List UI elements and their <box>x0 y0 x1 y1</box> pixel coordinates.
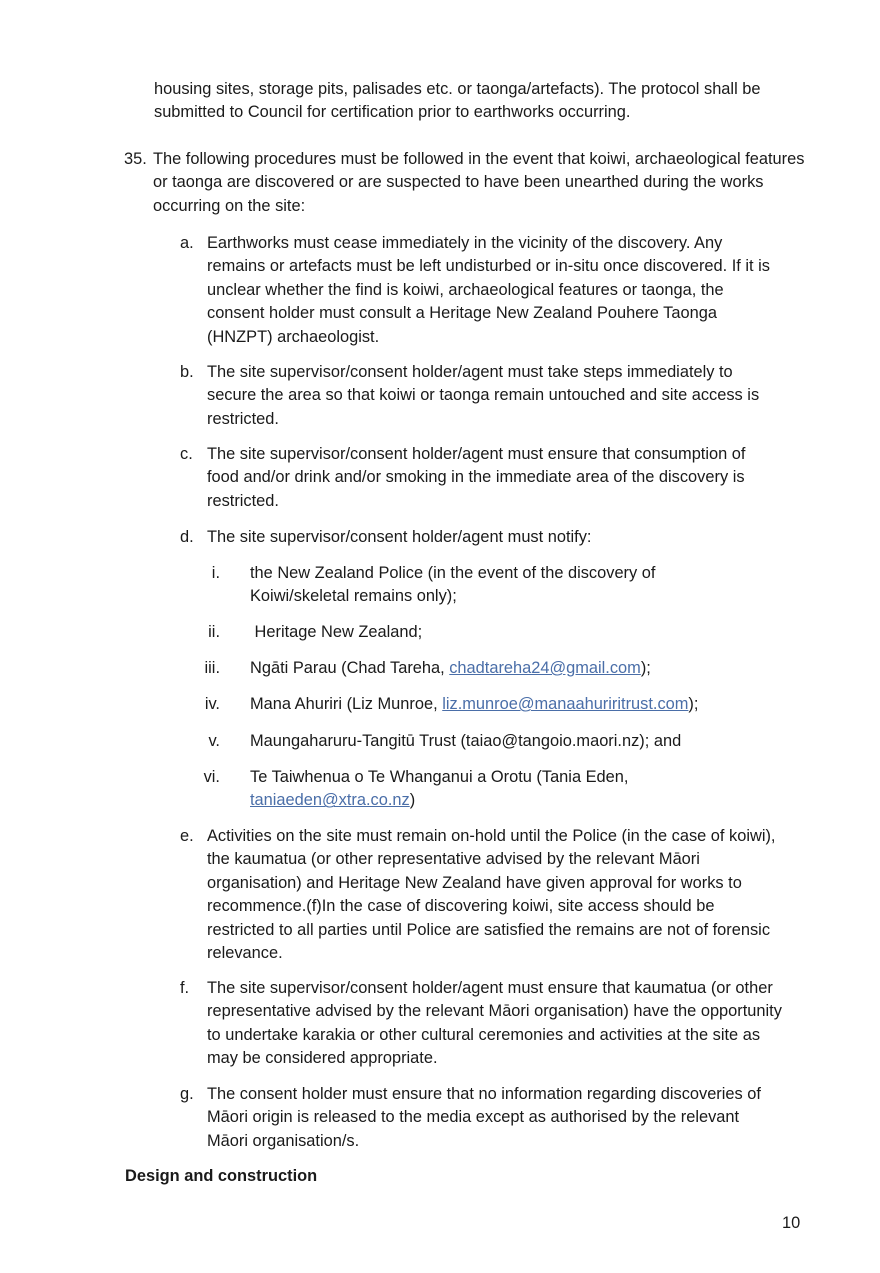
item-letter: e. <box>180 827 194 845</box>
sub-item-text <box>250 766 710 813</box>
sub-item-number: i. <box>211 564 220 582</box>
sub-item-v <box>180 730 800 753</box>
sub-item-ii <box>180 621 800 644</box>
sub-item-text <box>250 657 800 680</box>
item-letter: c. <box>180 445 193 463</box>
section-heading: Design and construction <box>125 1167 318 1185</box>
sub-item-text: the New Zealand Police (in the event of the discovery of Koiwi/skeletal remains only); <box>250 564 656 606</box>
list-item-g <box>180 1083 790 1153</box>
item-text: Earthworks must cease immediately in the vicinity of the discovery. Any remains or artefacts must be left undisturbed or in-situ once discovered. If it is unclear whether the find is koiwi, archaeological features or taonga, the consent holder must consult a Heritage New Zealand Pouhere Taonga (HNZPT) archaeologist. <box>207 234 770 346</box>
item-letter: d. <box>180 528 194 546</box>
item-text: The site supervisor/consent holder/agent must ensure that kaumatua (or other representative advised by the relevant Māori organisation) have the opportunity to undertake karakia or other cultural ceremonies and activities at the site as may be considered appropriate. <box>207 979 782 1068</box>
condition-number: 35. <box>124 150 147 168</box>
sub-item-number: ii. <box>208 623 220 641</box>
continuation-paragraph <box>154 78 804 125</box>
sub-item-text: Heritage New Zealand; <box>250 623 423 641</box>
contact-close: ) <box>409 791 416 810</box>
page-number: 10 <box>782 1214 801 1232</box>
contact-close: ); <box>688 695 699 713</box>
contact-name: Mana Ahuriri (Liz Munroe, <box>250 695 443 713</box>
condition-text: The following procedures must be followed in the event that koiwi, archaeological features or taonga are discovered or are suspected to have been unearthed during the works occurring on the site: <box>153 150 805 215</box>
email-link[interactable]: chadtareha24@gmail.com <box>449 659 641 677</box>
item-text: The consent holder must ensure that no information regarding discoveries of Māori origin is released to the media except as authorised by the relevant Māori organisation/s. <box>207 1085 761 1150</box>
item-text: The site supervisor/consent holder/agent must ensure that consumption of food and/or drink and/or smoking in the immediate area of the discovery is restricted. <box>207 445 746 510</box>
item-letter: b. <box>180 363 194 381</box>
list-item-d <box>180 526 790 549</box>
sub-item-text: Maungaharuru-Tangitū Trust (taiao@tangoio.maori.nz); and <box>250 732 682 750</box>
sub-item-number: vi. <box>203 768 220 786</box>
email-link[interactable]: taniaeden@xtra.co.nz <box>250 791 410 810</box>
item-letter: a. <box>180 234 194 252</box>
list-item-c <box>180 443 790 513</box>
contact-name: Ngāti Parau (Chad Tareha, <box>250 659 450 677</box>
sub-item-number: iii. <box>204 659 220 677</box>
sub-item-number: v. <box>208 732 220 750</box>
item-letter: f. <box>180 979 190 997</box>
email-link[interactable]: liz.munroe@manaahuriritrust.com <box>442 695 689 713</box>
item-letter: g. <box>180 1085 194 1103</box>
item-text: Activities on the site must remain on-hold until the Police (in the case of koiwi), the kaumatua (or other representative advised by the relevant Māori organisation) and Heritage New Zealand have given approval for works to recommence.(f)In the case of discovering koiwi, site access should be restricted to all parties until Police are satisfied the remains are not of forensic relevance. <box>207 827 776 963</box>
list-item-b <box>180 361 790 431</box>
item-text: The site supervisor/consent holder/agent must take steps immediately to secure the area so that koiwi or taonga remain untouched and site access is restricted. <box>207 363 760 428</box>
sub-item-text <box>250 693 800 716</box>
item-text: The site supervisor/consent holder/agent must notify: <box>207 528 592 546</box>
list-item-e <box>180 825 790 965</box>
list-item-f <box>180 977 790 1071</box>
contact-close: ); <box>640 659 651 677</box>
sub-item-vi <box>180 766 800 813</box>
sub-item-i <box>180 562 800 609</box>
sub-item-iii <box>180 657 800 680</box>
sub-item-number: iv. <box>204 695 220 713</box>
list-item-a <box>180 232 790 349</box>
continuation-text: housing sites, storage pits, palisades etc. or taonga/artefacts). The protocol shall be submitted to Council for certification prior to earthworks occurring. <box>154 80 761 122</box>
contact-name: Te Taiwhenua o Te Whanganui a Orotu (Tania Eden, <box>250 768 629 786</box>
sub-item-iv <box>180 693 800 716</box>
condition-35 <box>124 148 814 218</box>
